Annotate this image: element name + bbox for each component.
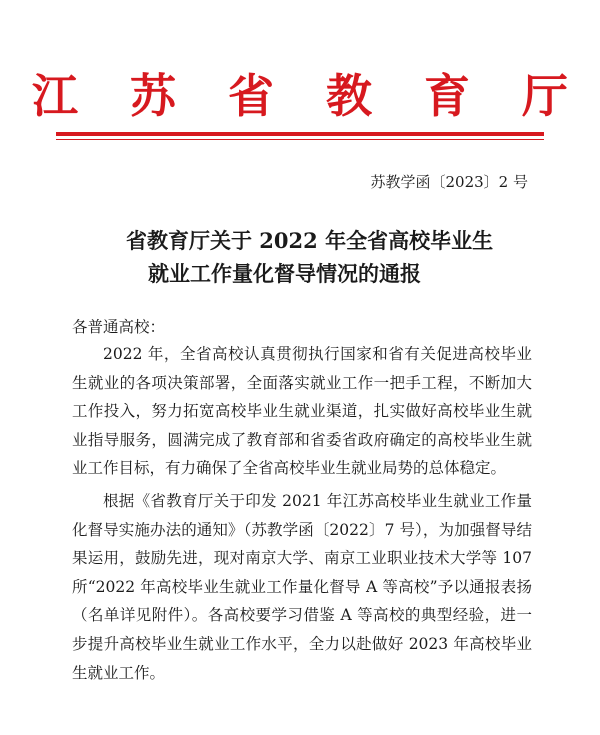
body-paragraph: 根据《省教育厅关于印发 2021 年江苏高校毕业生就业工作量化督导实施办法的通知》（苏教学函〔2022〕7 号），为加强督导结果运用，鼓励先进，现对南京大学、南京工业职业技术大学等 107 所“2022 年高校毕业生就业工作量化督导 A 等高校”予以通报表扬（名单详见附件）。各高校要学习借鉴 A 等高校的典型经验，进一步提升高校毕业生就业工作水平，全力以赴做好 2023 年高校毕业生就业工作。 <box>72 491 532 682</box>
body-paragraph: 2022 年，全省高校认真贯彻执行国家和省有关促进高校毕业生就业的各项决策部署，全面落实就业工作一把手工程，不断加大工作投入，努力拓宽高校毕业生就业渠道，扎实做好高校毕业生就业指导服务，圆满完成了教育部和省委省政府确定的高校毕业生就业工作目标，有力确保了全省高校毕业生就业局势的总体稳定。 <box>72 345 532 478</box>
document-number: 苏教学函〔2023〕2 号 <box>370 173 528 191</box>
document-title-line-1: 省教育厅关于 2022 年全省高校毕业生 <box>126 228 494 253</box>
salutation: 各普通高校： <box>72 318 166 336</box>
red-header-rule-thick <box>56 132 544 136</box>
document-body <box>72 340 532 687</box>
document-title <box>0 224 600 290</box>
issuing-authority-title: 江 苏 省 教 育 厅 <box>31 69 587 123</box>
red-header-rule-thin <box>56 139 544 140</box>
document-title-line-2: 就业工作量化督导情况的通报 <box>148 261 421 286</box>
